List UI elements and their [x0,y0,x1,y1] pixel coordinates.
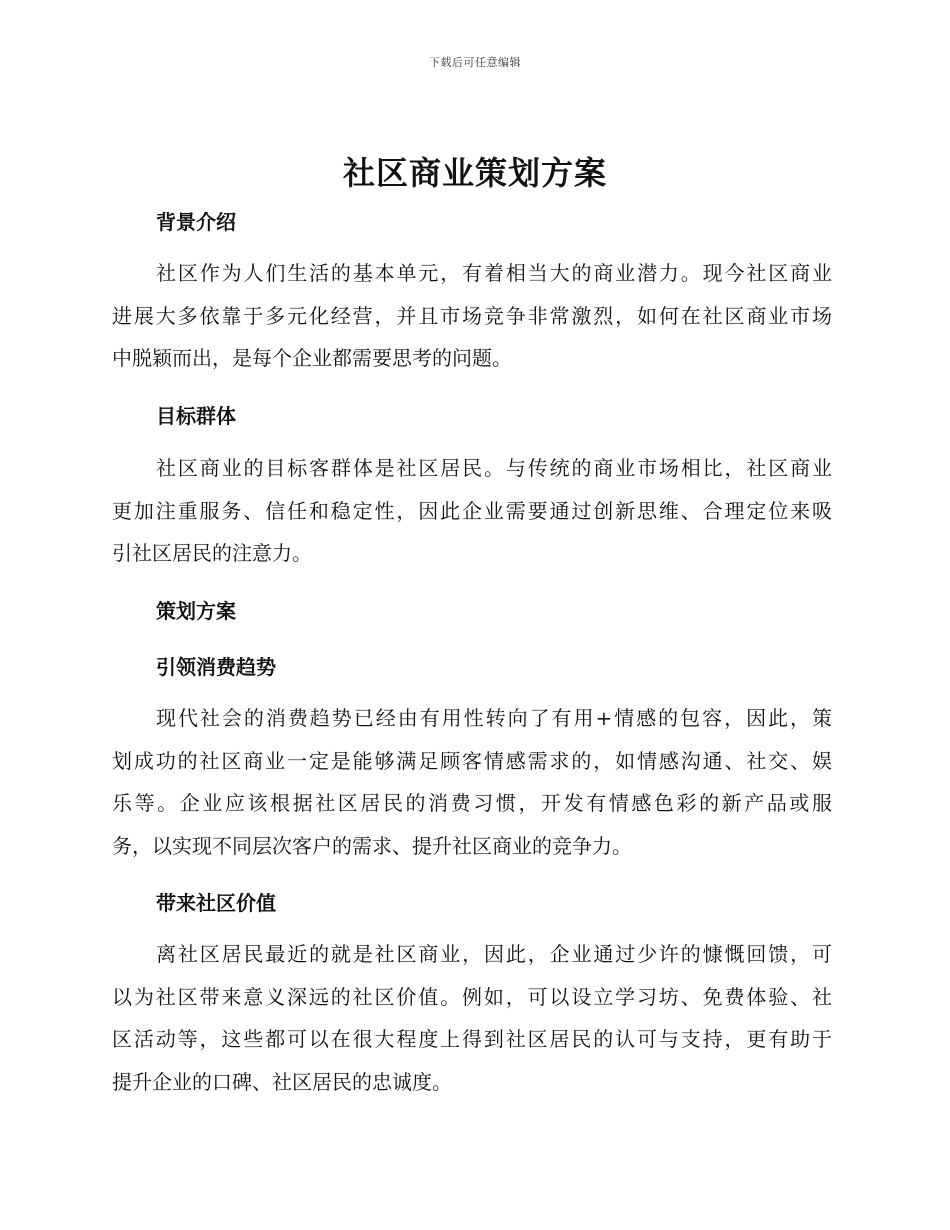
section-heading-community-value: 带来社区价值 [156,891,276,915]
section-heading-background: 背景介绍 [156,210,236,234]
paragraph-line: 引社区居民的注意力。 [112,541,312,565]
paragraph-line: 进展大多依靠于多元化经营，并且市场竞争非常激烈，如何在社区商业市场 [112,303,832,328]
paragraph-line: 区活动等，这些都可以在很大程度上得到社区居民的认可与支持，更有助于 [112,1027,832,1051]
document-title: 社区商业策划方案 [342,154,607,192]
section-heading-plan: 策划方案 [156,599,236,623]
section-paragraph-target-group [112,447,832,575]
paragraph-line: 社区商业的目标客群体是社区居民。与传统的商业市场相比，社区商业 [156,456,832,480]
section-paragraph-consumption-trend [112,697,832,867]
paragraph-line: 更加注重服务、信任和稳定性，因此企业需要通过创新思维、合理定位来吸 [112,498,832,523]
section-heading-target-group: 目标群体 [156,404,236,428]
paragraph-line: 离社区居民最近的就是社区商业，因此，企业通过少许的慷慨回馈，可 [156,942,832,966]
paragraph-line: 以为社区带来意义深远的社区价值。例如，可以设立学习坊、免费体验、社 [112,984,832,1009]
paragraph-line: 社区作为人们生活的基本单元，有着相当大的商业潜力。现今社区商业 [156,261,832,285]
paragraph-line: 提升企业的口碑、社区居民的忠诚度。 [112,1069,452,1094]
paragraph-line: 现代社会的消费趋势已经由有用性转向了有用+情感的包容，因此，策 [156,706,832,730]
section-paragraph-background [112,252,832,380]
page-header-note: 下载后可任意编辑 [429,56,521,69]
section-heading-consumption-trend: 引领消费趋势 [156,655,276,679]
paragraph-line: 划成功的社区商业一定是能够满足顾客情感需求的，如情感沟通、社交、娱 [112,748,832,773]
paragraph-line: 中脱颖而出，是每个企业都需要思考的问题。 [112,346,512,370]
section-paragraph-community-value [112,933,832,1103]
paragraph-line: 乐等。企业应该根据社区居民的消费习惯，开发有情感色彩的新产品或服 [112,791,832,815]
paragraph-line: 务，以实现不同层次客户的需求、提升社区商业的竞争力。 [112,833,632,858]
